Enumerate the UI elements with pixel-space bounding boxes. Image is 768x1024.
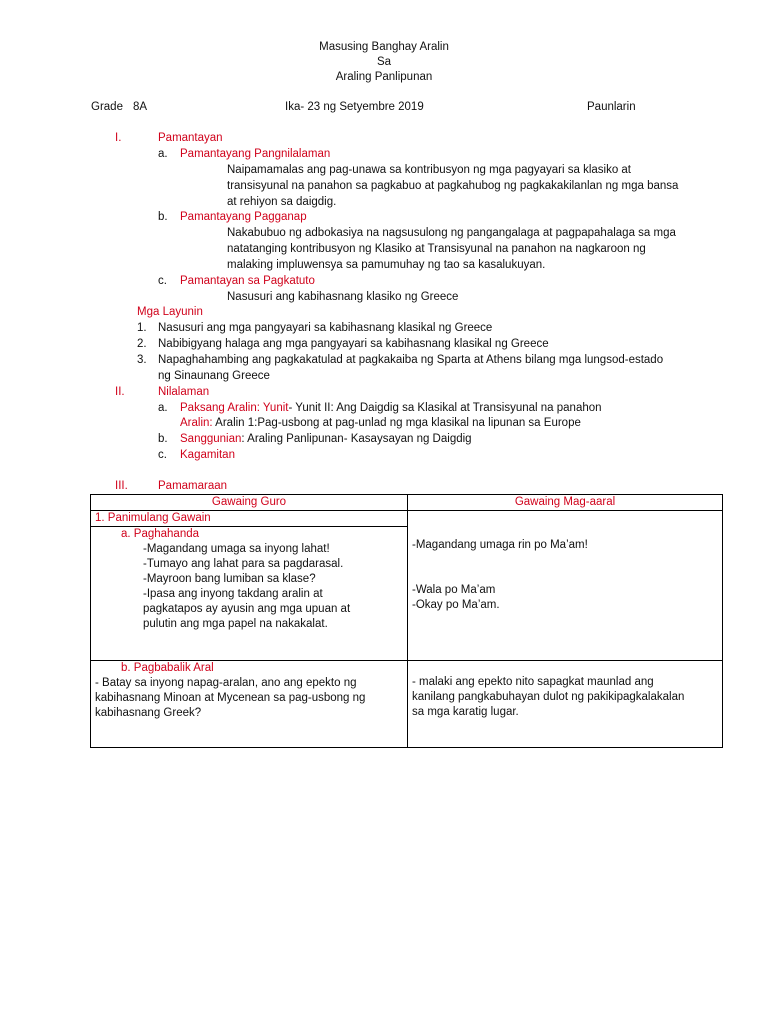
section2-title: Nilalaman	[158, 386, 210, 398]
guro-line: pulutin ang mga papel na nakakalat.	[143, 618, 328, 630]
guro-line: -Magandang umaga sa inyong lahat!	[143, 543, 330, 555]
section1-b-line: Nakabubuo ng adbokasiya na nagsusulong ng pangangalaga at pagpapahalaga sa mga	[227, 227, 676, 239]
guro-line: -Mayroon bang lumiban sa klase?	[143, 573, 316, 585]
doc-title-line2: Sa	[376, 56, 392, 68]
section1-a-line: transisyunal na panahon sa pagkabuo at pagkahubog ng pagkakakilanlan ng mga bansa	[227, 180, 679, 192]
paksang-aralin	[180, 401, 602, 416]
grade-value: 8A	[133, 101, 148, 113]
layunin-item: Nabibigyang halaga ang mga pangyayari sa kabihasnang klasikal ng Greece	[158, 338, 549, 350]
aralin-line	[180, 416, 581, 431]
section1-numeral: I.	[115, 132, 122, 144]
pagbabalik-line: - Batay sa inyong napag-aralan, ano ang epekto ng	[95, 677, 357, 689]
section1-c-line: Nasusuri ang kabihasnang klasiko ng Greece	[227, 291, 459, 303]
sagot-line: sa mga karatig lugar.	[412, 706, 519, 718]
panimulang-gawain-cell: 1. Panimulang Gawain	[91, 511, 408, 527]
response-line: -Wala po Ma’am	[412, 584, 496, 596]
paghahanda-cell	[91, 527, 408, 661]
layunin-item: Napaghahambing ang pagkakatulad at pagkakaiba ng Sparta at Athens bilang mga lungsod-estado	[158, 354, 664, 366]
table-row	[91, 511, 723, 527]
pamamaraan-table	[90, 494, 723, 748]
response-line: -Magandang umaga rin po Ma’am!	[412, 539, 588, 551]
table-row	[91, 661, 723, 748]
aralin-text: Aralin 1:Pag-usbong at pag-unlad ng mga klasikal na lipunan sa Europe	[212, 417, 581, 429]
paksang-aralin-label: Paksang Aralin: Yunit	[180, 402, 289, 414]
paksang-aralin-text: - Yunit II: Ang Daigdig sa Klasikal at Transisyunal na panahon	[288, 402, 602, 414]
sanggunian-label: Sanggunian	[180, 433, 242, 445]
col-header-guro: Gawaing Guro	[91, 495, 408, 511]
mag-aaral-response-cell	[408, 511, 723, 661]
response-line: -Okay po Ma’am.	[412, 599, 500, 611]
section1-b-line: malaking impluwensya sa pamumuhay ng tao sa kasalukuyan.	[227, 259, 546, 271]
section1-c-letter: c.	[158, 275, 167, 287]
doc-title-line3: Araling Panlipunan	[335, 71, 433, 83]
grade-label: Grade	[91, 101, 123, 113]
school-name: Paunlarin	[587, 101, 636, 113]
sagot-cell	[408, 661, 723, 748]
layunin-title: Mga Layunin	[137, 306, 203, 318]
layunin-number: 3.	[137, 354, 147, 366]
doc-title-line1: Masusing Banghay Aralin	[319, 41, 449, 53]
section1-b-title: Pamantayang Pagganap	[180, 211, 307, 223]
section2-b-letter: b.	[158, 433, 168, 445]
section1-a-letter: a.	[158, 148, 168, 160]
section2-a-letter: a.	[158, 402, 168, 414]
pagbabalik-line: kabihasnang Minoan at Mycenean sa pag-usbong ng	[95, 692, 366, 704]
section1-a-line: Naipamamalas ang pag-unawa sa kontribusyon ng mga pagyayari sa klasiko at	[227, 164, 632, 176]
section1-a-line: at rehiyon sa daigdig.	[227, 196, 337, 208]
pagbabalik-line: kabihasnang Greek?	[95, 707, 202, 719]
guro-line: -Tumayo ang lahat para sa pagdarasal.	[143, 558, 344, 570]
section3-numeral: III.	[115, 480, 128, 492]
guro-line: -Ipasa ang inyong takdang aralin at	[143, 588, 323, 600]
pagbabalik-aral-label: b. Pagbabalik Aral	[121, 662, 214, 674]
section1-b-letter: b.	[158, 211, 168, 223]
paghahanda-label: a. Paghahanda	[121, 528, 200, 540]
layunin-item-cont: ng Sinaunang Greece	[158, 370, 270, 382]
section2-c-letter: c.	[158, 449, 167, 461]
guro-line: pagkatapos ay ayusin ang mga upuan at	[143, 603, 351, 615]
kagamitan-label: Kagamitan	[180, 449, 235, 461]
section1-a-title: Pamantayang Pangnilalaman	[180, 148, 331, 160]
lesson-date: Ika- 23 ng Setyembre 2019	[285, 101, 424, 113]
aralin-label: Aralin:	[180, 417, 213, 429]
section2-numeral: II.	[115, 386, 125, 398]
layunin-item: Nasusuri ang mga pangyayari sa kabihasnang klasikal ng Greece	[158, 322, 493, 334]
pagbabalik-aral-cell	[91, 661, 408, 748]
sagot-line: - malaki ang epekto nito sapagkat maunlad ang	[412, 676, 654, 688]
table-header-row	[91, 495, 723, 511]
layunin-number: 1.	[137, 322, 147, 334]
section1-b-line: natatanging kontribusyon ng Klasiko at Transisyunal na panahon na nagkaroon ng	[227, 243, 646, 255]
sanggunian	[180, 432, 472, 447]
sanggunian-text: : Araling Panlipunan- Kasaysayan ng Daigdig	[241, 433, 472, 445]
section1-title: Pamantayan	[158, 132, 223, 144]
col-header-mag-aaral: Gawaing Mag-aaral	[408, 495, 723, 511]
layunin-number: 2.	[137, 338, 147, 350]
section1-c-title: Pamantayan sa Pagkatuto	[180, 275, 315, 287]
section3-title: Pamamaraan	[158, 480, 228, 492]
sagot-line: kanilang pangkabuhayan dulot ng pakikipagkalakalan	[412, 691, 685, 703]
